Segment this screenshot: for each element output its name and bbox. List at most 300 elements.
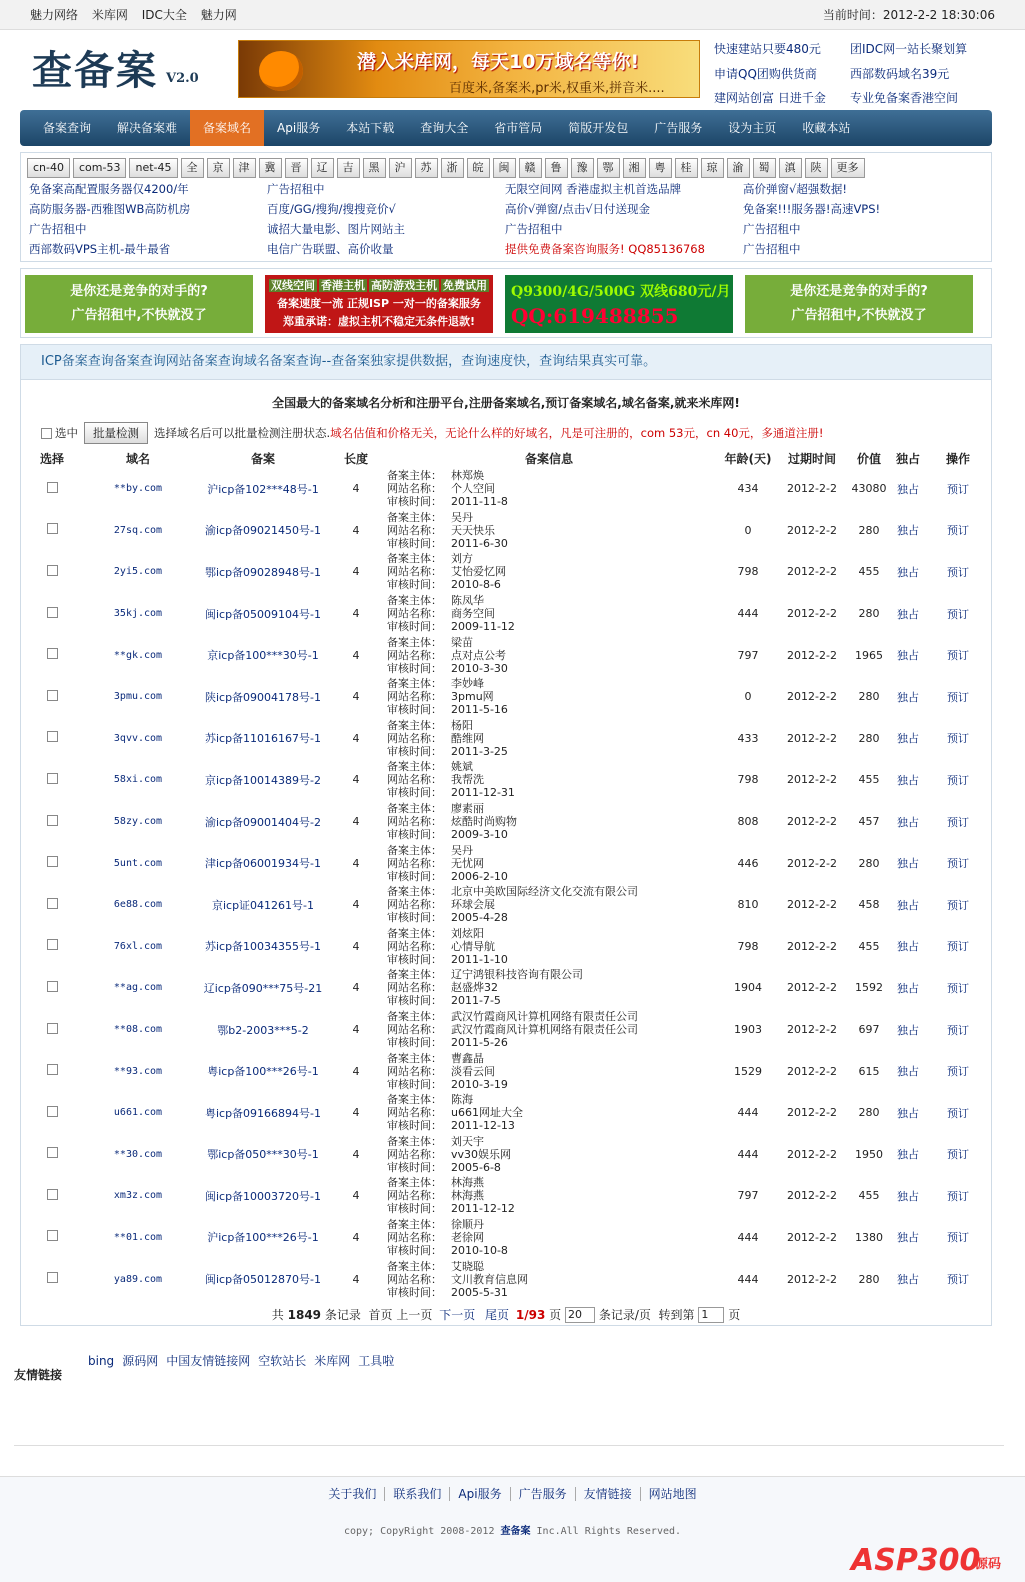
domain-name[interactable]: **08.com xyxy=(113,1024,163,1036)
info-label: 备案主体： xyxy=(387,469,442,483)
ad-banner-2[interactable] xyxy=(265,275,493,333)
friend-link[interactable]: 空软站长 xyxy=(258,1354,307,1368)
friend-link[interactable]: 米库网 xyxy=(314,1354,351,1368)
exclusive-link[interactable]: 独占 xyxy=(897,732,919,746)
reserve-link[interactable]: 预订 xyxy=(947,607,969,621)
header-link[interactable]: 申请QQ团购供货商 xyxy=(714,66,817,81)
icp-number[interactable]: 京icp证041261号-1 xyxy=(211,898,315,912)
ad-banner-1[interactable] xyxy=(25,275,253,333)
domain-name[interactable]: **30.com xyxy=(113,1148,163,1160)
nav-item[interactable]: 设为主页 xyxy=(728,121,777,135)
row-checkbox[interactable] xyxy=(47,939,58,950)
info-label: 网站名称： xyxy=(387,939,442,953)
text-ad-link[interactable]: 电信广告联盟、高价收量 xyxy=(267,242,394,256)
text-ad-link[interactable]: 广告招租中 xyxy=(29,222,87,236)
icp-number[interactable]: 津icp备06001934号-1 xyxy=(204,857,322,871)
top-bar xyxy=(0,0,1025,30)
review-date: 2009-3-10 xyxy=(451,828,508,842)
site-name: 艾怡爱忆网 xyxy=(451,565,506,579)
domain-length: 4 xyxy=(352,856,360,870)
domain-age: 446 xyxy=(737,856,759,870)
top-link[interactable]: 魅力网络 xyxy=(30,8,79,22)
row-checkbox[interactable] xyxy=(47,731,58,742)
domain-table xyxy=(21,448,991,1300)
row-checkbox[interactable] xyxy=(47,1189,58,1200)
icp-info xyxy=(379,718,719,760)
filter-button[interactable]: 湘 xyxy=(623,158,646,178)
text-ad-link[interactable]: 无限空间网 香港虚拟主机首选品牌 xyxy=(505,182,682,196)
friend-link[interactable]: 源码网 xyxy=(122,1354,159,1368)
domain-name[interactable]: u661.com xyxy=(113,1107,163,1119)
info-label: 审核时间： xyxy=(387,1202,442,1216)
filter-button[interactable]: 鲁 xyxy=(545,158,568,178)
exclusive-link[interactable]: 独占 xyxy=(897,981,919,995)
site-name: 林海燕 xyxy=(451,1189,484,1203)
site-logo[interactable] xyxy=(20,32,230,102)
filter-button[interactable]: 琼 xyxy=(701,158,724,178)
friend-link[interactable]: 中国友情链接网 xyxy=(166,1354,251,1368)
domain-length: 4 xyxy=(352,607,360,621)
text-ad-link[interactable]: 广告招租中 xyxy=(267,182,325,196)
icp-info xyxy=(379,1175,719,1217)
row-checkbox[interactable] xyxy=(47,1106,58,1117)
text-ad-link[interactable]: 高价√弹窗/点击√日付送现金 xyxy=(505,202,651,216)
text-ad-link[interactable]: 诚招大量电影、图片网站主 xyxy=(267,222,405,236)
domain-age: 808 xyxy=(737,815,759,829)
reserve-link[interactable]: 预订 xyxy=(947,690,969,704)
reserve-link[interactable]: 预订 xyxy=(947,815,969,829)
icp-info xyxy=(379,551,719,593)
filter-button[interactable]: 冀 xyxy=(259,158,282,178)
filter-button[interactable]: 京 xyxy=(207,158,230,178)
nav-item[interactable]: 省市管局 xyxy=(494,121,543,135)
owner: 李妙峰 xyxy=(451,677,484,691)
domain-name[interactable]: 58zy.com xyxy=(113,816,163,828)
domain-age: 1903 xyxy=(734,1023,762,1037)
review-date: 2010-8-6 xyxy=(451,578,501,592)
domain-value: 280 xyxy=(858,523,880,537)
row-checkbox[interactable] xyxy=(47,1023,58,1034)
info-label: 备案主体： xyxy=(387,1093,442,1107)
reserve-link[interactable]: 预订 xyxy=(947,1023,969,1037)
exclusive-link[interactable]: 独占 xyxy=(897,1189,919,1203)
nav-item[interactable]: Api服务 xyxy=(277,121,321,135)
filter-button[interactable]: 皖 xyxy=(467,158,490,178)
reserve-link[interactable]: 预订 xyxy=(947,732,969,746)
row-checkbox[interactable] xyxy=(47,1147,58,1158)
copyright-text: copy; CopyRight 2008-2012 xyxy=(343,1526,495,1537)
per-page-input[interactable]: 20 xyxy=(565,1307,595,1323)
top-link[interactable]: 米库网 xyxy=(91,8,128,22)
first-page[interactable]: 首页 xyxy=(368,1307,393,1322)
domain-value: 43080 xyxy=(851,482,887,496)
owner: 艾晓聪 xyxy=(451,1259,484,1273)
filter-button[interactable]: 豫 xyxy=(571,158,594,178)
filter-button[interactable]: 粤 xyxy=(649,158,672,178)
exclusive-link[interactable]: 独占 xyxy=(897,1023,919,1037)
domain-name[interactable]: **gk.com xyxy=(113,649,163,661)
domain-name[interactable]: 76xl.com xyxy=(113,940,163,952)
info-label: 备案主体： xyxy=(387,802,442,816)
row-checkbox[interactable] xyxy=(47,773,58,784)
domain-name[interactable]: **by.com xyxy=(113,483,163,495)
row-select-cell xyxy=(21,926,83,968)
exclusive-link[interactable]: 独占 xyxy=(897,1065,919,1079)
icp-number[interactable]: 渝icp备09021450号-1 xyxy=(204,524,322,538)
domain-age: 444 xyxy=(737,607,759,621)
filter-button[interactable]: 蜀 xyxy=(753,158,776,178)
exclusive-link[interactable]: 独占 xyxy=(897,1231,919,1245)
exclusive-link[interactable]: 独占 xyxy=(897,1273,919,1287)
batch-check-button[interactable]: 批量检测 xyxy=(84,422,148,444)
next-page[interactable]: 下一页 xyxy=(439,1307,476,1322)
reserve-link[interactable]: 预订 xyxy=(947,981,969,995)
header-link[interactable]: 快速建站只要480元 xyxy=(714,42,821,56)
filter-button[interactable]: 桂 xyxy=(675,158,698,178)
domain-name[interactable]: 5unt.com xyxy=(113,857,163,869)
reserve-link[interactable]: 预订 xyxy=(947,1189,969,1203)
last-page[interactable]: 尾页 xyxy=(485,1307,510,1322)
ad-qq: QQ:619488855 xyxy=(511,304,679,328)
text-ad-link[interactable]: 免备案!!!服务器!高速VPS! xyxy=(743,202,881,216)
row-checkbox[interactable] xyxy=(47,523,58,534)
nav-item[interactable]: 收藏本站 xyxy=(802,121,851,135)
text-ad-link[interactable]: 广告招租中 xyxy=(743,222,801,236)
info-label: 审核时间： xyxy=(387,869,442,883)
domain-age: 0 xyxy=(744,523,752,537)
domain-list-panel xyxy=(20,380,992,1326)
domain-age: 444 xyxy=(737,1106,759,1120)
exclusive-link[interactable]: 独占 xyxy=(897,815,919,829)
filter-button[interactable]: net-45 xyxy=(129,158,177,178)
filter-button[interactable]: 鄂 xyxy=(597,158,620,178)
nav-item[interactable]: 简版开发包 xyxy=(568,121,629,135)
domain-name[interactable]: 6e88.com xyxy=(113,899,163,911)
row-checkbox[interactable] xyxy=(47,607,58,618)
main-nav xyxy=(20,110,992,146)
table-row xyxy=(21,884,991,926)
domain-length: 4 xyxy=(352,1106,360,1120)
nav-item[interactable]: 备案查询 xyxy=(43,121,92,135)
domain-value: 1950 xyxy=(855,1147,883,1161)
exclusive-link[interactable]: 独占 xyxy=(897,1106,919,1120)
filter-button[interactable]: 闽 xyxy=(493,158,516,178)
info-label: 审核时间： xyxy=(387,703,442,717)
filter-button[interactable]: 津 xyxy=(233,158,256,178)
domain-value: 280 xyxy=(858,607,880,621)
text-ad-link[interactable]: 免备案高配置服务器仅4200/年 xyxy=(29,182,189,196)
domain-length: 4 xyxy=(352,1272,360,1286)
table-row xyxy=(21,1134,991,1176)
icp-info xyxy=(379,468,719,510)
info-label: 网站名称： xyxy=(387,773,442,787)
reserve-link[interactable]: 预订 xyxy=(947,1231,969,1245)
domain-name[interactable]: 58xi.com xyxy=(113,774,163,786)
ad-banner-3[interactable] xyxy=(505,275,733,333)
row-checkbox[interactable] xyxy=(47,1064,58,1075)
header-link[interactable]: 建网站创富 日进千金 xyxy=(714,91,826,106)
reserve-link[interactable]: 预订 xyxy=(947,940,969,954)
reserve-link[interactable]: 预订 xyxy=(947,1065,969,1079)
domain-name[interactable]: xm3z.com xyxy=(113,1190,163,1202)
top-link[interactable]: IDC大全 xyxy=(141,8,187,22)
domain-length: 4 xyxy=(352,690,360,704)
expire-date: 2012-2-2 xyxy=(787,981,837,995)
review-date: 2011-12-31 xyxy=(451,786,515,800)
icp-number[interactable]: 京icp备10014389号-2 xyxy=(204,773,322,787)
owner: 梁苗 xyxy=(451,635,473,649)
text-ad-link[interactable]: 广告招租中 xyxy=(743,242,801,256)
nav-item-active[interactable]: 备案域名 xyxy=(190,110,264,146)
filter-button[interactable]: 黑 xyxy=(363,158,386,178)
row-checkbox[interactable] xyxy=(47,898,58,909)
owner: 刘方 xyxy=(451,552,473,566)
info-label: 网站名称： xyxy=(387,981,442,995)
pager-text: 条记录/页 xyxy=(598,1307,651,1322)
exclusive-link[interactable]: 独占 xyxy=(897,898,919,912)
header-link[interactable]: 团IDC网一站长聚划算 xyxy=(850,42,968,56)
prev-page[interactable]: 上一页 xyxy=(396,1307,433,1322)
footer-link[interactable]: 友情链接 xyxy=(576,1487,641,1501)
text-ad-link[interactable]: 高防服务器-西雅图WB高防机房 xyxy=(29,202,191,216)
row-checkbox[interactable] xyxy=(47,981,58,992)
icp-number[interactable]: 鄂icp备09028948号-1 xyxy=(204,565,322,579)
copyright-text: Inc.All Rights Reserved. xyxy=(536,1526,682,1537)
nav-item[interactable]: 解决备案难 xyxy=(117,121,178,135)
header-link[interactable]: 专业免备案香港空间 xyxy=(850,91,959,106)
exclusive-link[interactable]: 独占 xyxy=(897,690,919,704)
toolbar-tip: 选择域名后可以批量检测注册状态. xyxy=(154,426,331,440)
filter-button[interactable]: 晋 xyxy=(285,158,308,178)
expire-date: 2012-2-2 xyxy=(787,1189,837,1203)
info-label: 网站名称： xyxy=(387,523,442,537)
review-date: 2010-3-30 xyxy=(451,661,508,675)
footer-link[interactable]: 网站地图 xyxy=(648,1487,697,1501)
info-label: 备案主体： xyxy=(387,677,442,691)
review-date: 2011-5-26 xyxy=(451,1036,508,1050)
text-ad-links xyxy=(21,178,991,261)
exclusive-link[interactable]: 独占 xyxy=(897,773,919,787)
filter-button[interactable]: 苏 xyxy=(415,158,438,178)
reserve-link[interactable]: 预订 xyxy=(947,773,969,787)
ad-row xyxy=(20,268,992,338)
icp-number[interactable]: 苏icp备10034355号-1 xyxy=(204,940,322,954)
domain-length: 4 xyxy=(352,981,360,995)
banner-subline: 百度米,备案米,pr米,权重米,拼音米.... xyxy=(449,81,665,96)
row-checkbox[interactable] xyxy=(47,856,58,867)
icp-number[interactable]: 陕icp备09004178号-1 xyxy=(204,690,322,704)
domain-name[interactable]: **01.com xyxy=(113,1231,163,1243)
icp-info xyxy=(379,510,719,552)
domain-value: 458 xyxy=(858,898,880,912)
top-links xyxy=(30,6,247,23)
site-name: 赵盛烨32 xyxy=(451,981,498,995)
expire-date: 2012-2-2 xyxy=(787,690,837,704)
domain-value: 697 xyxy=(858,1023,880,1037)
ad-banner-4[interactable] xyxy=(745,275,973,333)
domain-name[interactable]: 3pmu.com xyxy=(113,691,163,703)
exclusive-link[interactable]: 独占 xyxy=(897,524,919,538)
filter-button[interactable]: com-53 xyxy=(73,158,126,178)
icp-number[interactable]: 粤icp备09166894号-1 xyxy=(204,1106,322,1120)
domain-name[interactable]: ya89.com xyxy=(113,1273,163,1285)
expire-date: 2012-2-2 xyxy=(787,648,837,662)
nav-item[interactable]: 查询大全 xyxy=(420,121,469,135)
icp-number[interactable]: 闽icp备05012870号-1 xyxy=(204,1273,322,1287)
site-name: 我帮洗 xyxy=(451,773,484,787)
row-checkbox[interactable] xyxy=(47,482,58,493)
reserve-link[interactable]: 预订 xyxy=(947,649,969,663)
expire-date: 2012-2-2 xyxy=(787,1230,837,1244)
reserve-link[interactable]: 预订 xyxy=(947,1106,969,1120)
footer-link[interactable]: 联系我们 xyxy=(385,1487,450,1501)
icp-number[interactable]: 沪icp备102***48号-1 xyxy=(207,482,319,496)
text-ad-link[interactable]: 西部数码VPS主机-最牛最省 xyxy=(29,242,171,256)
expire-date: 2012-2-2 xyxy=(787,773,837,787)
footer-link[interactable]: 广告服务 xyxy=(511,1487,576,1501)
filter-button[interactable]: 更多 xyxy=(831,158,865,178)
banner-headline: 潜入米库网，每天10万域名等你! xyxy=(357,51,640,73)
owner: 曹鑫晶 xyxy=(451,1051,484,1065)
ad-text: Q9300/4G/500G 双线680元/月 xyxy=(511,284,731,300)
reserve-link[interactable]: 预订 xyxy=(947,857,969,871)
top-link[interactable]: 魅力网 xyxy=(200,8,237,22)
footer-links xyxy=(0,1485,1025,1502)
icp-number[interactable]: 闽icp备05009104号-1 xyxy=(204,607,322,621)
exclusive-link[interactable]: 独占 xyxy=(897,607,919,621)
owner: 姚斌 xyxy=(451,760,473,774)
icp-number[interactable]: 粤icp备100***26号-1 xyxy=(207,1065,319,1079)
select-all-checkbox[interactable] xyxy=(41,428,52,439)
icp-number[interactable]: 渝icp备09001404号-2 xyxy=(204,815,322,829)
filter-button[interactable]: 陕 xyxy=(805,158,828,178)
reserve-link[interactable]: 预订 xyxy=(947,1148,969,1162)
nav-item[interactable]: 广告服务 xyxy=(654,121,703,135)
domain-name[interactable]: 27sq.com xyxy=(113,524,163,536)
exclusive-link[interactable]: 独占 xyxy=(897,565,919,579)
icp-number[interactable]: 辽icp备090***75号-21 xyxy=(203,981,323,995)
site-name: 点对点公考 xyxy=(451,648,506,662)
review-date: 2006-2-10 xyxy=(451,869,508,883)
icp-number[interactable]: 鄂b2-2003***5-2 xyxy=(217,1023,309,1037)
filter-button[interactable]: cn-40 xyxy=(27,158,70,178)
text-ad-link[interactable]: 高价弹窗√超强数据! xyxy=(743,182,847,196)
exclusive-link[interactable]: 独占 xyxy=(897,857,919,871)
info-label: 审核时间： xyxy=(387,786,442,800)
filter-button[interactable]: 吉 xyxy=(337,158,360,178)
friend-link[interactable]: 工具啦 xyxy=(358,1354,395,1368)
reserve-link[interactable]: 预订 xyxy=(947,898,969,912)
info-label: 备案主体： xyxy=(387,1176,442,1190)
domain-age: 0 xyxy=(744,690,752,704)
row-select-cell xyxy=(21,1009,83,1051)
header-link[interactable]: 西部数码域名39元 xyxy=(850,66,950,81)
footer-link[interactable]: Api服务 xyxy=(450,1487,510,1501)
table-row xyxy=(21,967,991,1009)
info-label: 备案主体： xyxy=(387,926,442,940)
exclusive-link[interactable]: 独占 xyxy=(897,940,919,954)
col-header: 年龄(天) xyxy=(724,451,772,466)
icp-number[interactable]: 闽icp备10003720号-1 xyxy=(204,1189,322,1203)
filter-button[interactable]: 赣 xyxy=(519,158,542,178)
owner: 林海燕 xyxy=(451,1176,484,1190)
reserve-link[interactable]: 预订 xyxy=(947,1273,969,1287)
site-name: 酷维网 xyxy=(451,731,484,745)
text-ad-link[interactable]: 百度/GG/搜狗/搜搜竞价√ xyxy=(267,202,396,216)
domain-value: 615 xyxy=(858,1064,880,1078)
watermark-sub: 源码 xyxy=(975,1557,1002,1572)
domain-name[interactable]: **93.com xyxy=(113,1065,163,1077)
filter-button[interactable]: 滇 xyxy=(779,158,802,178)
friend-link[interactable]: bing xyxy=(88,1354,115,1368)
domain-name[interactable]: **ag.com xyxy=(113,982,163,994)
review-date: 2005-5-31 xyxy=(451,1285,508,1299)
icp-number[interactable]: 鄂icp备050***30号-1 xyxy=(207,1148,319,1162)
watermark-text: ASP300 xyxy=(851,1543,981,1578)
site-name: 环球会展 xyxy=(451,898,495,912)
header-banner[interactable] xyxy=(238,40,700,98)
col-header: 价值 xyxy=(856,451,881,466)
reserve-link[interactable]: 预订 xyxy=(947,524,969,538)
pager-text: 共 xyxy=(271,1307,284,1322)
domain-name[interactable]: 3qvv.com xyxy=(113,732,163,744)
info-label: 网站名称： xyxy=(387,648,442,662)
domain-length: 4 xyxy=(352,565,360,579)
info-label: 备案主体： xyxy=(387,968,442,982)
text-ad-link[interactable]: 提供免费备案咨询服务! QQ85136768 xyxy=(505,242,705,256)
nav-item[interactable]: 本站下载 xyxy=(346,121,395,135)
info-label: 备案主体： xyxy=(387,760,442,774)
filter-button[interactable]: 浙 xyxy=(441,158,464,178)
exclusive-link[interactable]: 独占 xyxy=(897,482,919,496)
text-ad-link[interactable]: 广告招租中 xyxy=(505,222,563,236)
domain-name[interactable]: 35kj.com xyxy=(113,608,163,620)
row-checkbox[interactable] xyxy=(47,690,58,701)
footer-link[interactable]: 关于我们 xyxy=(320,1487,385,1501)
domain-length: 4 xyxy=(352,1189,360,1203)
col-header: 独占 xyxy=(895,451,920,466)
domain-age: 798 xyxy=(737,773,759,787)
row-checkbox[interactable] xyxy=(47,1230,58,1241)
filter-button[interactable]: 渝 xyxy=(727,158,750,178)
row-checkbox[interactable] xyxy=(47,815,58,826)
filter-button[interactable]: 辽 xyxy=(311,158,334,178)
goto-page-input[interactable]: 1 xyxy=(698,1307,724,1323)
filter-button[interactable]: 全 xyxy=(181,158,204,178)
domain-value: 280 xyxy=(858,1272,880,1286)
info-label: 审核时间： xyxy=(387,994,442,1008)
row-checkbox[interactable] xyxy=(47,648,58,659)
info-label: 审核时间： xyxy=(387,661,442,675)
icp-number[interactable]: 京icp备100***30号-1 xyxy=(207,649,319,663)
row-checkbox[interactable] xyxy=(47,1272,58,1283)
exclusive-link[interactable]: 独占 xyxy=(897,649,919,663)
reserve-link[interactable]: 预订 xyxy=(947,482,969,496)
icp-number[interactable]: 苏icp备11016167号-1 xyxy=(204,732,322,746)
domain-length: 4 xyxy=(352,1064,360,1078)
owner: 杨阳 xyxy=(451,718,473,732)
icp-info xyxy=(379,967,719,1009)
table-row xyxy=(21,1009,991,1051)
table-row xyxy=(21,1092,991,1134)
exclusive-link[interactable]: 独占 xyxy=(897,1148,919,1162)
icp-number[interactable]: 沪icp备100***26号-1 xyxy=(207,1231,319,1245)
reserve-link[interactable]: 预订 xyxy=(947,565,969,579)
row-checkbox[interactable] xyxy=(47,565,58,576)
select-label: 选中 xyxy=(55,426,78,440)
filter-button[interactable]: 沪 xyxy=(389,158,412,178)
domain-name[interactable]: 2yi5.com xyxy=(113,566,163,578)
